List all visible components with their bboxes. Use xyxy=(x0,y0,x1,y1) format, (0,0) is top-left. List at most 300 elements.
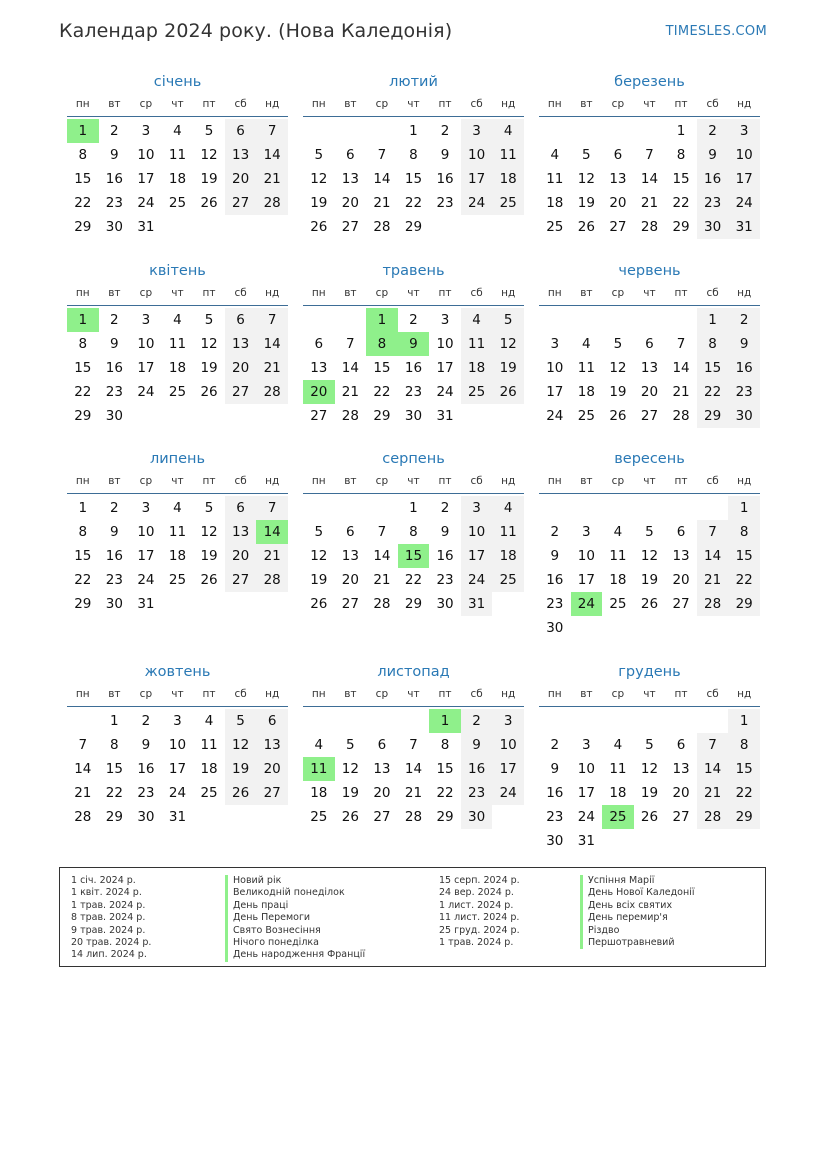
day-empty xyxy=(665,496,697,520)
weekday-label: сб xyxy=(234,475,247,487)
day-cell: 10 xyxy=(546,360,564,376)
day-cell: 25 xyxy=(168,384,187,400)
day-cell: 18 xyxy=(200,761,218,777)
month-3 xyxy=(539,72,760,239)
day-cell: 2 xyxy=(110,500,119,516)
day-cell: 6 xyxy=(346,524,355,540)
day-cell: 6 xyxy=(225,119,257,143)
day-cell: 23 xyxy=(546,809,564,825)
weekday-label: нд xyxy=(737,287,752,299)
day-cell: 9 xyxy=(440,524,450,540)
weekday-label: сб xyxy=(234,287,247,299)
day-cell: 29 xyxy=(404,219,423,235)
day-cell: 14 xyxy=(404,761,423,777)
holiday-date: 1 лист. 2024 р. xyxy=(439,899,514,911)
day-cell: 19 xyxy=(225,757,257,781)
day-cell: 6 xyxy=(613,147,623,163)
day-cell: 12 xyxy=(310,171,328,187)
day-cell: 31 xyxy=(168,809,187,825)
month-10 xyxy=(67,662,288,829)
holiday-day-cell: 11 xyxy=(303,757,335,781)
day-cell: 3 xyxy=(728,119,760,143)
day-cell: 20 xyxy=(225,167,257,191)
month-6 xyxy=(539,261,760,428)
day-cell: 15 xyxy=(697,356,729,380)
day-cell: 27 xyxy=(310,408,328,424)
weekday-label: пн xyxy=(547,475,562,487)
day-cell: 28 xyxy=(672,408,690,424)
days-grid xyxy=(539,709,760,853)
day-cell: 22 xyxy=(728,568,760,592)
holiday-date: 1 січ. 2024 р. xyxy=(71,875,136,886)
day-cell: 3 xyxy=(141,312,151,328)
weekday-label: пт xyxy=(674,98,688,110)
day-cell: 25 xyxy=(168,195,187,211)
holiday-name: День Нової Каледонії xyxy=(580,887,694,899)
day-cell: 6 xyxy=(256,709,288,733)
days-grid xyxy=(539,496,760,640)
day-cell: 21 xyxy=(256,544,288,568)
day-cell: 27 xyxy=(373,809,391,825)
day-cell: 22 xyxy=(74,572,92,588)
day-cell: 28 xyxy=(404,809,423,825)
day-cell: 6 xyxy=(346,147,355,163)
day-cell: 12 xyxy=(200,336,218,352)
day-cell: 11 xyxy=(168,336,187,352)
day-cell: 26 xyxy=(310,596,328,612)
weekday-label: сб xyxy=(470,688,483,700)
weekday-header xyxy=(303,281,524,306)
day-cell: 28 xyxy=(256,191,288,215)
day-cell: 26 xyxy=(609,408,627,424)
day-cell: 18 xyxy=(168,548,187,564)
holiday-date: 24 вер. 2024 р. xyxy=(439,887,514,899)
holiday-day-cell: 15 xyxy=(398,544,430,568)
weekday-label: вт xyxy=(344,475,357,487)
day-cell: 20 xyxy=(609,195,627,211)
weekday-label: сб xyxy=(706,688,719,700)
day-empty xyxy=(571,709,603,733)
holiday-day-cell: 1 xyxy=(429,709,461,733)
month-name: липень xyxy=(149,451,206,467)
day-cell: 25 xyxy=(609,596,627,612)
day-cell: 1 xyxy=(728,496,760,520)
holiday-date: 25 груд. 2024 р. xyxy=(439,924,520,936)
weekday-label: пн xyxy=(75,688,90,700)
day-cell: 25 xyxy=(546,219,564,235)
day-cell: 4 xyxy=(173,312,182,328)
weekday-label: нд xyxy=(501,287,516,299)
day-cell: 29 xyxy=(74,408,92,424)
weekday-label: нд xyxy=(265,475,280,487)
day-cell: 27 xyxy=(672,596,690,612)
weekday-label: пн xyxy=(75,287,90,299)
days-grid xyxy=(67,709,288,829)
day-cell: 4 xyxy=(204,713,214,729)
weekday-label: пт xyxy=(674,287,688,299)
day-cell: 17 xyxy=(728,167,760,191)
weekday-label: ср xyxy=(139,287,153,299)
weekday-label: сб xyxy=(470,98,483,110)
day-cell: 4 xyxy=(613,737,623,753)
day-cell: 29 xyxy=(105,809,123,825)
day-cell: 21 xyxy=(373,195,391,211)
month-name: січень xyxy=(153,74,202,90)
day-empty xyxy=(697,709,729,733)
day-cell: 17 xyxy=(137,171,155,187)
day-cell: 21 xyxy=(640,195,659,211)
day-cell: 25 xyxy=(577,408,595,424)
day-cell: 11 xyxy=(546,171,564,187)
holiday-name: День перемир'я xyxy=(580,912,694,924)
day-empty xyxy=(634,496,666,520)
weekday-label: ср xyxy=(375,287,389,299)
day-cell: 17 xyxy=(137,548,155,564)
day-cell: 25 xyxy=(168,572,187,588)
day-cell: 16 xyxy=(546,572,564,588)
holiday-name: Успіння Марії xyxy=(580,875,694,887)
day-cell: 11 xyxy=(609,761,627,777)
weekday-label: чт xyxy=(407,287,420,299)
day-cell: 19 xyxy=(640,572,659,588)
day-cell: 16 xyxy=(461,757,493,781)
day-cell: 29 xyxy=(728,805,760,829)
month-name: червень xyxy=(618,263,681,279)
day-cell: 30 xyxy=(546,620,564,636)
day-cell: 22 xyxy=(74,195,92,211)
day-cell: 27 xyxy=(256,781,288,805)
day-cell: 8 xyxy=(440,737,450,753)
day-cell: 16 xyxy=(105,548,123,564)
day-cell: 16 xyxy=(697,167,729,191)
page-title: Календар 2024 року. (Нова Каледонія) xyxy=(59,20,453,42)
day-cell: 29 xyxy=(373,408,391,424)
day-cell: 1 xyxy=(409,500,418,516)
holiday-name: Різдво xyxy=(580,925,694,937)
day-cell: 9 xyxy=(110,336,119,352)
day-cell: 22 xyxy=(74,384,92,400)
weekday-header xyxy=(539,92,760,117)
day-cell: 28 xyxy=(640,219,659,235)
day-cell: 18 xyxy=(492,167,524,191)
day-cell: 18 xyxy=(168,360,187,376)
day-cell: 20 xyxy=(672,785,690,801)
day-cell: 30 xyxy=(105,219,123,235)
day-cell: 28 xyxy=(256,380,288,404)
day-cell: 23 xyxy=(728,380,760,404)
holiday-date: 9 трав. 2024 р. xyxy=(71,924,146,936)
day-cell: 5 xyxy=(314,147,324,163)
day-cell: 4 xyxy=(173,500,182,516)
days-grid xyxy=(67,308,288,428)
day-cell: 15 xyxy=(74,171,92,187)
day-cell: 8 xyxy=(409,147,418,163)
day-cell: 2 xyxy=(461,709,493,733)
weekday-label: пн xyxy=(311,475,326,487)
weekday-label: пт xyxy=(438,688,452,700)
day-cell: 24 xyxy=(546,408,564,424)
holiday-date: 20 трав. 2024 р. xyxy=(71,937,152,949)
weekday-label: вт xyxy=(108,98,121,110)
day-cell: 5 xyxy=(204,312,214,328)
weekday-label: нд xyxy=(737,475,752,487)
day-cell: 14 xyxy=(697,544,729,568)
day-cell: 11 xyxy=(200,737,218,753)
day-cell: 13 xyxy=(256,733,288,757)
day-cell: 19 xyxy=(200,171,218,187)
day-cell: 28 xyxy=(373,219,391,235)
day-cell: 8 xyxy=(78,147,88,163)
weekday-label: нд xyxy=(737,98,752,110)
day-cell: 28 xyxy=(74,809,92,825)
day-cell: 5 xyxy=(492,308,524,332)
weekday-label: пн xyxy=(311,98,326,110)
holiday-name: День всіх святих xyxy=(580,900,694,912)
day-cell: 24 xyxy=(137,572,155,588)
weekday-label: нд xyxy=(265,287,280,299)
day-cell: 22 xyxy=(404,572,423,588)
day-cell: 10 xyxy=(168,737,187,753)
day-cell: 12 xyxy=(200,147,218,163)
day-cell: 15 xyxy=(404,171,423,187)
day-cell: 7 xyxy=(256,119,288,143)
month-name: лютий xyxy=(389,74,438,90)
days-grid xyxy=(303,709,524,829)
day-cell: 26 xyxy=(225,781,257,805)
day-cell: 21 xyxy=(373,572,391,588)
day-cell: 21 xyxy=(697,568,729,592)
day-cell: 5 xyxy=(645,524,654,540)
day-cell: 6 xyxy=(314,336,324,352)
weekday-label: пт xyxy=(674,688,688,700)
day-cell: 5 xyxy=(204,500,214,516)
day-cell: 8 xyxy=(676,147,686,163)
holiday-dates-right xyxy=(439,875,520,949)
day-cell: 4 xyxy=(613,524,623,540)
day-cell: 23 xyxy=(105,384,123,400)
holiday-day-cell: 1 xyxy=(67,119,99,143)
weekday-header xyxy=(303,469,524,494)
day-cell: 6 xyxy=(676,524,686,540)
weekday-label: пт xyxy=(438,98,452,110)
weekday-label: вт xyxy=(108,475,121,487)
day-cell: 17 xyxy=(577,572,595,588)
day-cell: 28 xyxy=(256,568,288,592)
day-cell: 30 xyxy=(436,596,454,612)
day-cell: 24 xyxy=(577,809,595,825)
holiday-date: 14 лип. 2024 р. xyxy=(71,949,147,961)
day-cell: 17 xyxy=(546,384,564,400)
day-cell: 12 xyxy=(492,332,524,356)
day-empty xyxy=(539,496,571,520)
day-cell: 12 xyxy=(609,360,627,376)
weekday-label: пн xyxy=(547,287,562,299)
day-empty xyxy=(335,308,367,332)
weekday-label: чт xyxy=(407,475,420,487)
day-cell: 15 xyxy=(728,544,760,568)
day-cell: 27 xyxy=(640,408,659,424)
day-cell: 17 xyxy=(436,360,454,376)
day-cell: 15 xyxy=(74,360,92,376)
day-cell: 18 xyxy=(609,785,627,801)
day-cell: 16 xyxy=(728,356,760,380)
holiday-day-cell: 1 xyxy=(366,308,398,332)
day-cell: 25 xyxy=(461,380,493,404)
day-cell: 9 xyxy=(440,147,450,163)
day-cell: 25 xyxy=(492,568,524,592)
month-8 xyxy=(303,449,524,616)
day-cell: 30 xyxy=(137,809,155,825)
weekday-label: вт xyxy=(580,98,593,110)
day-cell: 7 xyxy=(676,336,686,352)
weekday-label: вт xyxy=(344,287,357,299)
day-cell: 9 xyxy=(110,147,119,163)
holiday-date: 8 трав. 2024 р. xyxy=(71,912,146,924)
month-2 xyxy=(303,72,524,239)
weekday-label: пт xyxy=(438,475,452,487)
day-cell: 27 xyxy=(341,219,359,235)
day-cell: 5 xyxy=(582,147,591,163)
day-cell: 4 xyxy=(492,496,524,520)
day-cell: 21 xyxy=(256,167,288,191)
day-cell: 18 xyxy=(168,171,187,187)
weekday-header xyxy=(303,92,524,117)
day-cell: 13 xyxy=(609,171,627,187)
day-cell: 20 xyxy=(672,572,690,588)
day-cell: 29 xyxy=(728,592,760,616)
month-name: березень xyxy=(614,74,685,90)
holiday-day-cell: 1 xyxy=(67,308,99,332)
day-cell: 16 xyxy=(105,171,123,187)
month-9 xyxy=(539,449,760,640)
holiday-name: День народження Франції xyxy=(225,949,365,961)
day-cell: 26 xyxy=(341,809,359,825)
weekday-label: вт xyxy=(580,688,593,700)
weekday-label: ср xyxy=(375,98,389,110)
month-7 xyxy=(67,449,288,616)
day-cell: 13 xyxy=(310,360,328,376)
day-cell: 22 xyxy=(728,781,760,805)
day-cell: 7 xyxy=(256,308,288,332)
weekday-label: пт xyxy=(202,287,216,299)
day-cell: 21 xyxy=(74,785,92,801)
weekday-label: вт xyxy=(344,688,357,700)
day-empty xyxy=(303,709,335,733)
day-cell: 12 xyxy=(640,548,659,564)
day-cell: 21 xyxy=(341,384,359,400)
weekday-label: вт xyxy=(108,287,121,299)
day-cell: 5 xyxy=(346,737,355,753)
day-cell: 13 xyxy=(373,761,391,777)
day-cell: 31 xyxy=(137,219,155,235)
days-grid xyxy=(539,119,760,239)
site-link[interactable]: TIMESLES.COM xyxy=(665,24,767,39)
day-cell: 10 xyxy=(137,524,155,540)
day-cell: 1 xyxy=(409,123,418,139)
day-cell: 9 xyxy=(110,524,119,540)
days-grid xyxy=(67,496,288,616)
holiday-date: 11 лист. 2024 р. xyxy=(439,912,520,924)
weekday-label: нд xyxy=(265,688,280,700)
month-12 xyxy=(539,662,760,853)
weekday-label: сб xyxy=(470,475,483,487)
day-cell: 2 xyxy=(550,737,560,753)
day-cell: 20 xyxy=(640,384,659,400)
day-cell: 20 xyxy=(225,544,257,568)
day-cell: 11 xyxy=(168,147,187,163)
day-cell: 12 xyxy=(341,761,359,777)
day-cell: 23 xyxy=(546,596,564,612)
day-cell: 1 xyxy=(697,308,729,332)
weekday-label: пн xyxy=(75,475,90,487)
month-name: травень xyxy=(382,263,445,279)
day-cell: 8 xyxy=(78,524,88,540)
day-cell: 25 xyxy=(200,785,218,801)
weekday-label: чт xyxy=(643,475,656,487)
weekday-header xyxy=(539,469,760,494)
day-empty xyxy=(335,119,367,143)
day-cell: 18 xyxy=(310,785,328,801)
day-cell: 15 xyxy=(728,757,760,781)
weekday-label: пт xyxy=(674,475,688,487)
day-cell: 14 xyxy=(256,143,288,167)
weekday-label: пт xyxy=(202,688,216,700)
holiday-day-cell: 14 xyxy=(256,520,288,544)
month-name: грудень xyxy=(618,664,681,680)
day-cell: 3 xyxy=(173,713,182,729)
weekday-label: ср xyxy=(375,688,389,700)
day-cell: 6 xyxy=(377,737,387,753)
holiday-name: День праці xyxy=(225,900,365,912)
day-cell: 12 xyxy=(200,524,218,540)
day-cell: 2 xyxy=(440,500,450,516)
month-name: жовтень xyxy=(144,664,211,680)
weekday-label: чт xyxy=(407,688,420,700)
day-cell: 2 xyxy=(550,524,560,540)
day-empty xyxy=(67,709,99,733)
day-cell: 26 xyxy=(577,219,595,235)
day-cell: 29 xyxy=(404,596,423,612)
day-empty xyxy=(398,709,430,733)
day-cell: 14 xyxy=(373,548,391,564)
day-cell: 16 xyxy=(137,761,155,777)
weekday-label: сб xyxy=(470,287,483,299)
day-cell: 23 xyxy=(436,195,454,211)
day-cell: 17 xyxy=(461,544,493,568)
day-empty xyxy=(571,119,603,143)
weekday-header xyxy=(539,281,760,306)
day-cell: 13 xyxy=(225,332,257,356)
day-cell: 26 xyxy=(200,195,218,211)
day-cell: 29 xyxy=(672,219,690,235)
day-cell: 9 xyxy=(697,143,729,167)
weekday-label: нд xyxy=(265,98,280,110)
day-cell: 11 xyxy=(492,143,524,167)
weekday-label: ср xyxy=(375,475,389,487)
month-4 xyxy=(67,261,288,428)
day-cell: 10 xyxy=(577,761,595,777)
day-cell: 27 xyxy=(609,219,627,235)
weekday-header xyxy=(67,92,288,117)
day-empty xyxy=(335,709,367,733)
day-cell: 14 xyxy=(640,171,659,187)
day-cell: 24 xyxy=(168,785,187,801)
day-cell: 22 xyxy=(373,384,391,400)
day-cell: 13 xyxy=(640,360,659,376)
day-cell: 20 xyxy=(341,572,359,588)
day-cell: 3 xyxy=(141,500,151,516)
day-cell: 18 xyxy=(492,544,524,568)
